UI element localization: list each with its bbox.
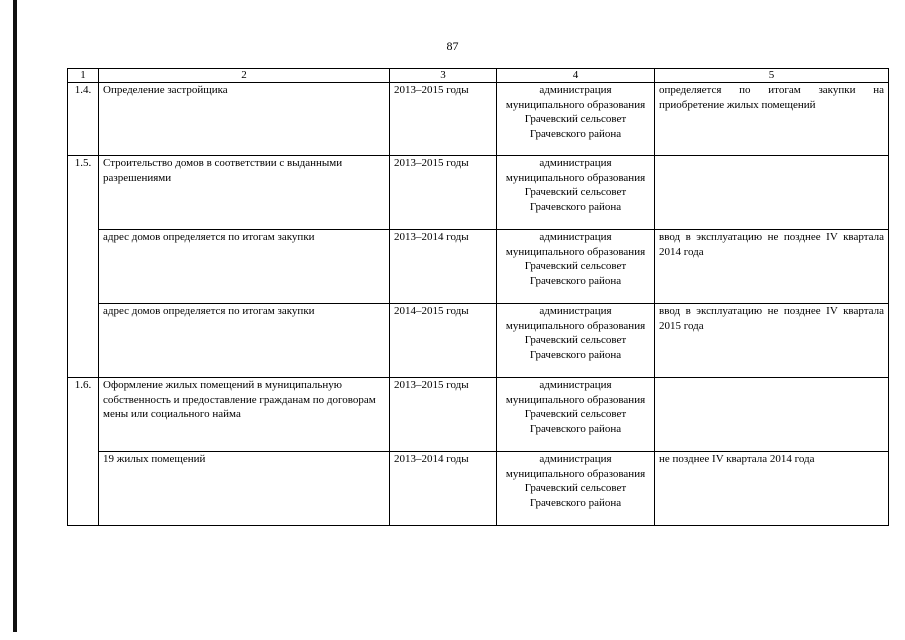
header-col-2: 2 [99, 69, 390, 83]
table-header-row [68, 69, 889, 83]
expected-result: определяется по итогам закупки на приобретение жилых помещений [655, 83, 889, 156]
table-row [68, 304, 889, 378]
expected-result: ввод в эксплуатацию не позднее IV квартала 2015 года [655, 304, 889, 378]
responsible: администрация муниципального образования Грачевский сельсовет Грачевского района [497, 304, 655, 378]
responsible: администрация муниципального образования Грачевский сельсовет Грачевского района [497, 156, 655, 230]
period: 2013–2015 годы [390, 83, 497, 156]
expected-result [655, 156, 889, 230]
responsible: администрация муниципального образования Грачевский сельсовет Грачевского района [497, 83, 655, 156]
table-row [68, 378, 889, 452]
header-col-3: 3 [390, 69, 497, 83]
expected-result: ввод в эксплуатацию не позднее IV квартала 2014 года [655, 230, 889, 304]
period: 2013–2015 годы [390, 156, 497, 230]
scan-edge-line [13, 0, 17, 632]
row-number: 1.4. [68, 83, 99, 156]
measure-name: Строительство домов в соответствии с выданными разрешениями [99, 156, 390, 230]
responsible: администрация муниципального образования Грачевский сельсовет Грачевского района [497, 378, 655, 452]
plan-table [67, 68, 889, 526]
measure-name: Определение застройщика [99, 83, 390, 156]
table-row [68, 230, 889, 304]
measure-name: Оформление жилых помещений в муниципальную собственность и предоставление гражданам по договорам мены или социального найма [99, 378, 390, 452]
table-row [68, 83, 889, 156]
period: 2013–2015 годы [390, 378, 497, 452]
page-number: 87 [446, 39, 459, 53]
row-number: 1.6. [68, 378, 99, 526]
header-col-4: 4 [497, 69, 655, 83]
table-row [68, 156, 889, 230]
expected-result [655, 378, 889, 452]
measure-name: адрес домов определяется по итогам закупки [99, 304, 390, 378]
header-col-5: 5 [655, 69, 889, 83]
expected-result: не позднее IV квартала 2014 года [655, 452, 889, 526]
period: 2013–2014 годы [390, 230, 497, 304]
period: 2014–2015 годы [390, 304, 497, 378]
measure-name: адрес домов определяется по итогам закупки [99, 230, 390, 304]
table-row [68, 452, 889, 526]
responsible: администрация муниципального образования Грачевский сельсовет Грачевского района [497, 452, 655, 526]
header-col-1: 1 [68, 69, 99, 83]
row-number: 1.5. [68, 156, 99, 378]
measure-name: 19 жилых помещений [99, 452, 390, 526]
responsible: администрация муниципального образования Грачевский сельсовет Грачевского района [497, 230, 655, 304]
period: 2013–2014 годы [390, 452, 497, 526]
